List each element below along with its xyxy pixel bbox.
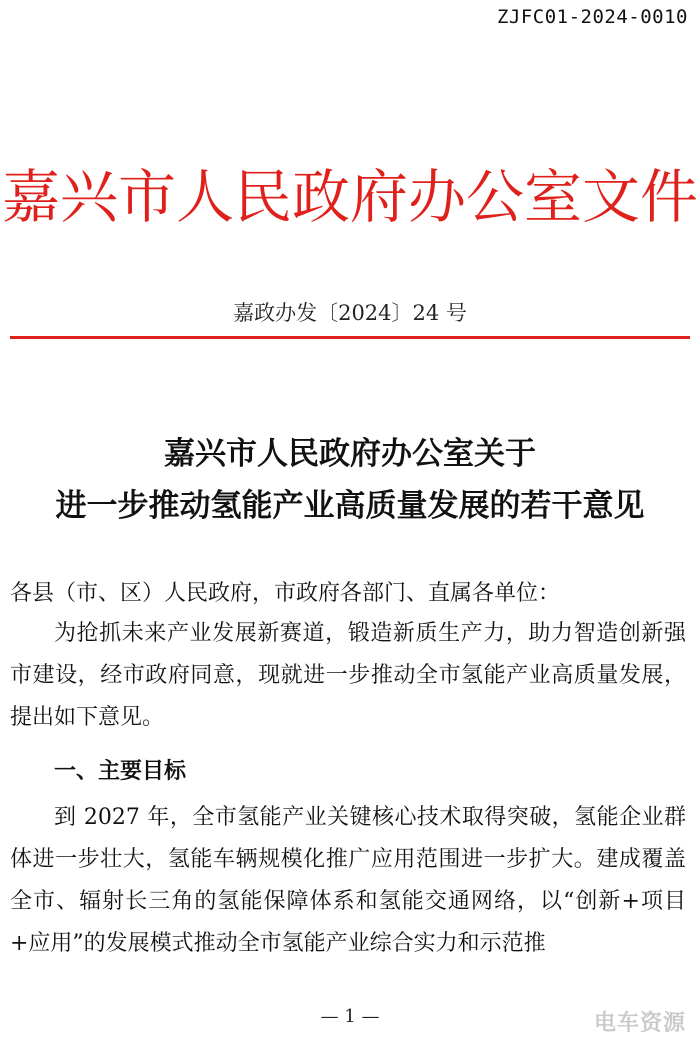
red-divider-line [10,336,690,339]
paragraph-goals: 到 2027 年，全市氢能产业关键核心技术取得突破，氢能企业群体进一步壮大，氢能车辆规模化推广应用范围进一步扩大。建成覆盖全市、辐射长三角的氢能保障体系和氢能交通网络，以“创新+项目+应用”的发展模式推动全市氢能产业综合实力和示范推 [10,805,686,956]
addressee: 各县（市、区）人民政府，市政府各部门、直属各单位： [10,581,561,606]
document-code: ZJFC01-2024-0010 [496,6,688,28]
section-heading-main-goals: 一、主要目标 [54,759,187,784]
document-title-line-1: 嘉兴市人民政府办公室关于 [164,436,536,472]
paragraph-intro: 为抢抓未来产业发展新赛道，锻造新质生产力，助力智造创新强市建设，经市政府同意，现就进一步推动全市氢能产业高质量发展，提出如下意见。 [10,621,686,730]
document-number: 嘉政办发〔2024〕24 号 [233,301,467,325]
watermark-logo: 电车资源 [593,1011,686,1036]
document-title-line-2: 进一步推动氢能产业高质量发展的若干意见 [55,488,645,524]
page-number: — 1 — [320,1006,380,1027]
header-title: 嘉兴市人民政府办公室文件 [1,163,698,231]
